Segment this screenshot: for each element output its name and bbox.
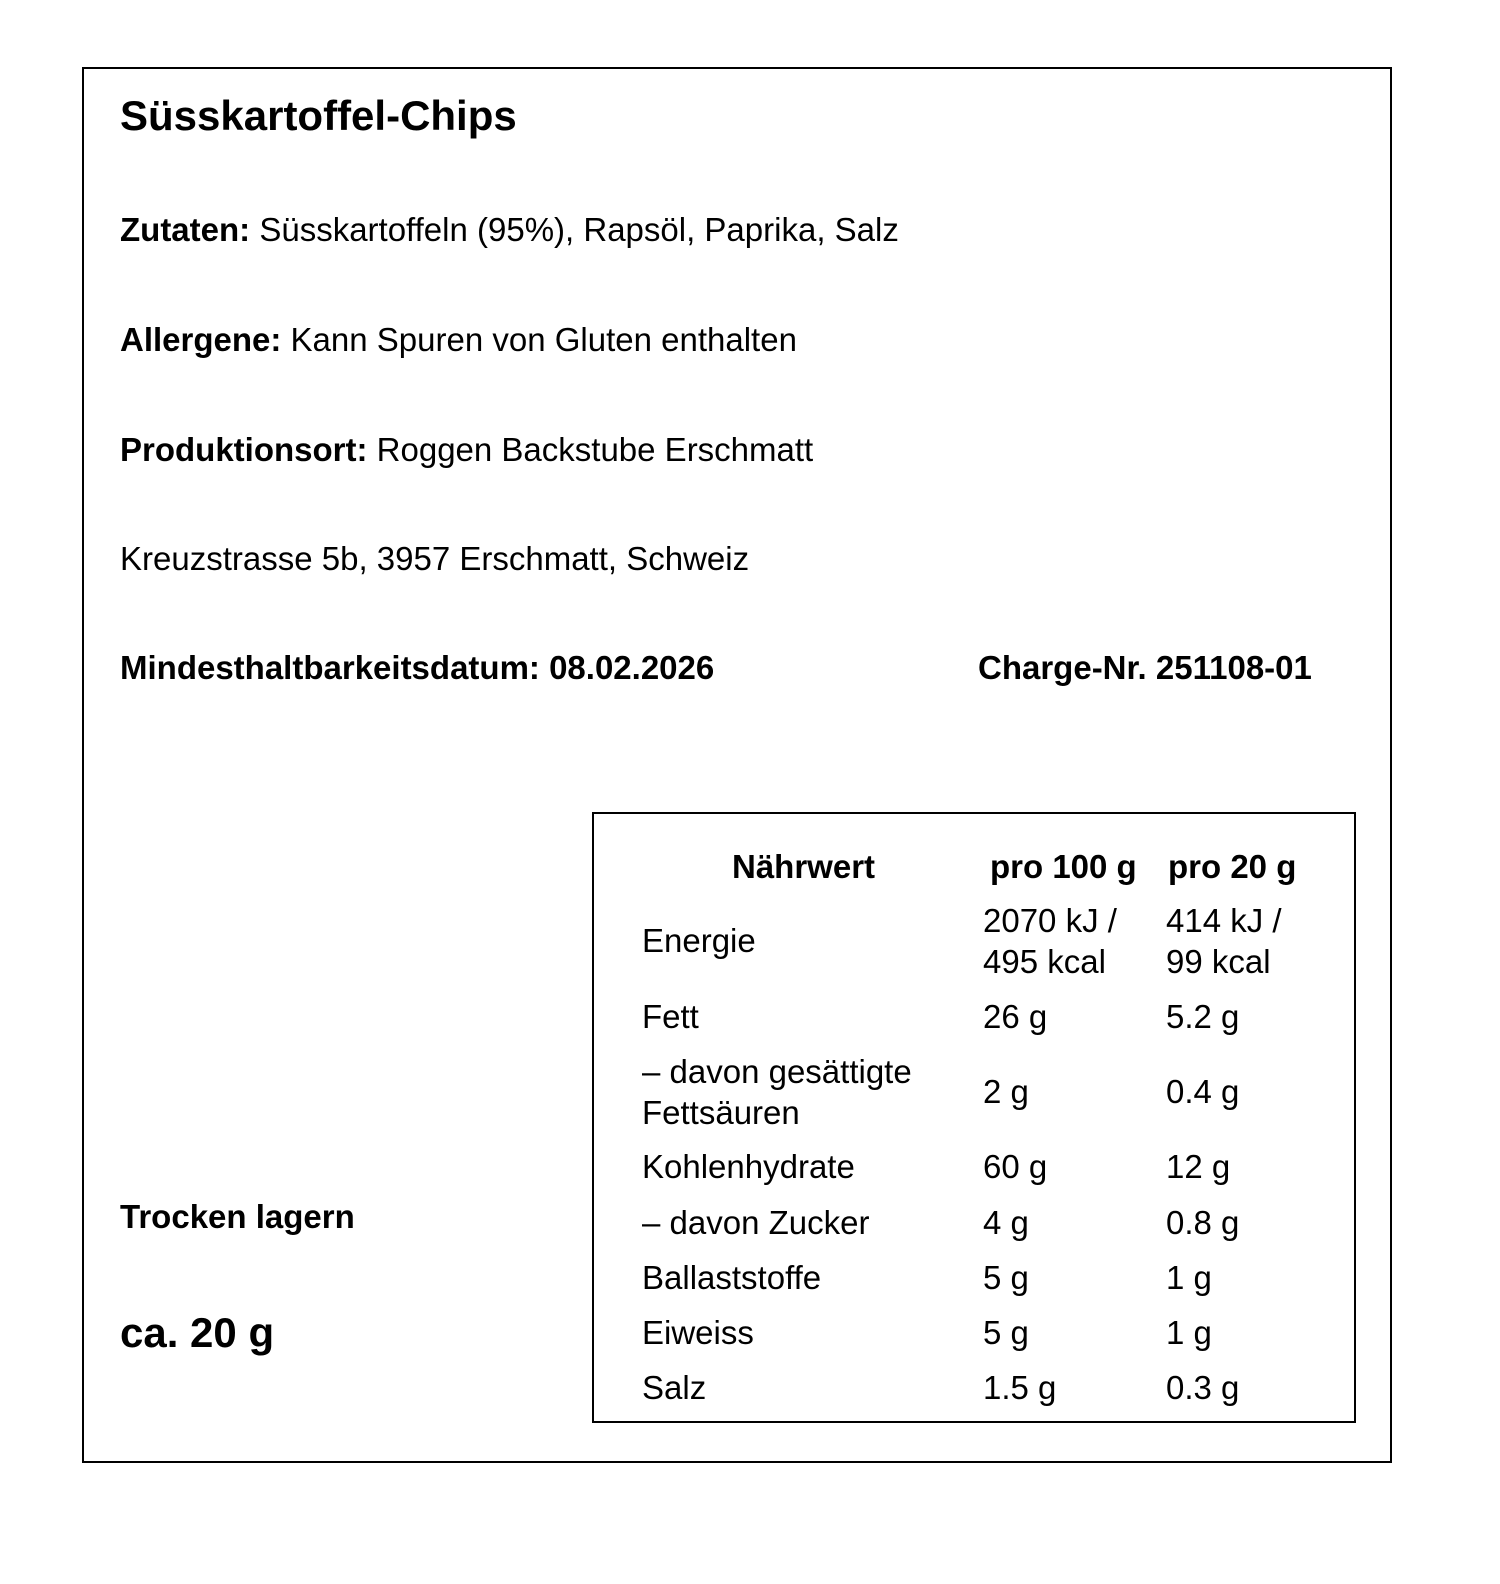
net-weight: ca. 20 g (120, 1309, 275, 1356)
nutrition-row-per-20g: 5.2 g (1166, 998, 1240, 1035)
nutrition-header-nutrient: Nährwert (732, 848, 876, 885)
nutrition-row-name: Energie (642, 922, 756, 959)
best-before-line (120, 648, 714, 688)
nutrition-row-per-100g: 2 g (983, 1073, 1029, 1110)
nutrition-row-name: – davon Zucker (642, 1204, 870, 1241)
production-label: Produktionsort: (120, 431, 368, 468)
nutrition-row-per-100g: 5 g (983, 1314, 1029, 1351)
nutrition-row-per-100g: 26 g (983, 998, 1048, 1035)
allergens-line (120, 320, 797, 360)
nutrition-row-per-100g: 60 g (983, 1148, 1048, 1185)
nutrition-row-per-100g: 2070 kJ / (983, 902, 1117, 939)
nutrition-row-name: – davon gesättigte (642, 1053, 912, 1090)
nutrition-row-per-20g: 0.4 g (1166, 1073, 1240, 1110)
allergens-label: Allergene: (120, 321, 282, 358)
nutrition-row-name: Fett (642, 998, 699, 1035)
nutrition-row-per-20g: 0.8 g (1166, 1204, 1240, 1241)
nutrition-row-per-20g: 12 g (1166, 1148, 1231, 1185)
nutrition-row-per-20g: 1 g (1166, 1259, 1212, 1296)
nutrition-table (592, 812, 1356, 1423)
best-before-value: 08.02.2026 (549, 649, 715, 686)
nutrition-row-per-100g: 5 g (983, 1259, 1029, 1296)
ingredients-label: Zutaten: (120, 211, 251, 248)
nutrition-row-name: Eiweiss (642, 1314, 754, 1351)
nutrition-row-per-20g: 0.3 g (1166, 1369, 1240, 1406)
batch-number: Charge-Nr. 251108-01 (978, 649, 1312, 686)
nutrition-row-per-100g: 4 g (983, 1204, 1029, 1241)
nutrition-row-per-20g: 99 kcal (1166, 943, 1271, 980)
nutrition-row-name: Kohlenhydrate (642, 1148, 855, 1185)
nutrition-row-name: Ballaststoffe (642, 1259, 822, 1296)
product-title: Süsskartoffel-Chips (120, 92, 517, 139)
nutrition-row-name: Fettsäuren (642, 1094, 800, 1131)
ingredients-line (120, 210, 899, 250)
nutrition-row-per-100g: 1.5 g (983, 1369, 1057, 1406)
production-value: Roggen Backstube Erschmatt (376, 431, 814, 468)
storage-instruction: Trocken lagern (120, 1198, 355, 1235)
production-address: Kreuzstrasse 5b, 3957 Erschmatt, Schweiz (120, 540, 750, 577)
best-before-label: Mindesthaltbarkeitsdatum: (120, 649, 540, 686)
nutrition-header-per-100g: pro 100 g (990, 848, 1137, 885)
nutrition-row-per-100g: 495 kcal (983, 943, 1106, 980)
nutrition-row-name: Salz (642, 1369, 707, 1406)
production-line (120, 430, 813, 470)
nutrition-row-per-20g: 414 kJ / (1166, 902, 1282, 939)
nutrition-row-per-20g: 1 g (1166, 1314, 1212, 1351)
allergens-value: Kann Spuren von Gluten enthalten (290, 321, 797, 358)
nutrition-header-per-20g: pro 20 g (1168, 848, 1297, 885)
ingredients-value: Süsskartoffeln (95%), Rapsöl, Paprika, Salz (259, 211, 899, 248)
